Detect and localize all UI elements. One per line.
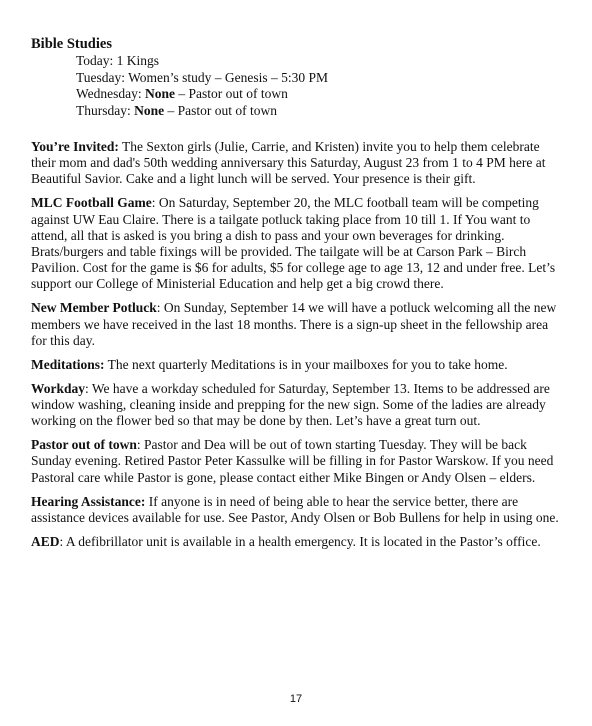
announcement-heading: Hearing Assistance:	[31, 493, 146, 509]
study-none-text: None	[134, 102, 165, 118]
announcement-heading: Workday	[31, 380, 86, 396]
announcement-invited	[31, 139, 561, 188]
page-number: 17	[289, 693, 303, 705]
announcement-workday	[31, 381, 561, 430]
announcement-heading: MLC Football Game	[31, 195, 152, 211]
announcement-body: : A defibrillator unit is available in a health emergency. It is located in the Pastor’s office.	[59, 533, 541, 549]
bible-studies-heading: Bible Studies	[31, 36, 112, 52]
study-day-text: Today: 1 Kings	[76, 53, 160, 68]
announcements-section	[31, 139, 561, 550]
announcement-heading: New Member Potluck	[31, 300, 157, 316]
announcement-heading: Pastor out of town	[31, 437, 137, 453]
announcement-body: : Pastor and Dea will be out of town starting Tuesday. They will be back Sunday evening. Retired Pastor Peter Kassulke will be filling in for Pastor Warskow. If you need Pastoral care while Pastor is gone, please contact either Mike Bingen or Andy Olsen – elders.	[31, 437, 554, 485]
study-note-text: – Pastor out of town	[175, 86, 288, 101]
bible-study-item	[76, 70, 561, 87]
study-day-text: Tuesday: Women’s study – Genesis – 5:30 PM	[76, 69, 329, 85]
study-none-text: None	[145, 86, 176, 101]
announcement-pastor-away	[31, 437, 561, 486]
announcement-aed	[31, 534, 561, 550]
bulletin-page	[31, 36, 561, 558]
announcement-hearing	[31, 494, 561, 526]
bible-study-item	[76, 103, 561, 120]
study-day-text: Thursday:	[76, 102, 135, 118]
study-day-text: Wednesday:	[76, 86, 146, 101]
announcement-body: : On Saturday, September 20, the MLC football team will be competing against UW Eau Claire. There is a tailgate potluck taking place from 10 till 1. If You want to attend, all that is asked is you bring a dish to pass and your own beverages for drinking. Brats/burgers and table fixings will be provided. The tailgate will be at Carson Park – Birch Pavilion. Cost for the game is $6 for adults, $5 for college age to age 13, 12 and under free. Let’s support our College of Ministerial Education and help get a big crowd there.	[31, 195, 556, 292]
announcement-body: : On Sunday, September 14 we will have a potluck welcoming all the new members we have received in the last 18 months. There is a sign-up sheet in the fellowship area for this day.	[31, 300, 557, 348]
announcement-body: The next quarterly Meditations is in your mailboxes for you to take home.	[104, 356, 508, 372]
study-note-text: – Pastor out of town	[164, 102, 277, 118]
announcement-heading: AED	[31, 533, 60, 549]
announcement-football	[31, 195, 561, 292]
announcement-body: If anyone is in need of being able to hear the service better, there are assistance devices available for use. See Pastor, Andy Olsen or Bob Bullens for help in using one.	[31, 493, 559, 525]
announcement-potluck	[31, 300, 561, 349]
announcement-body: The Sexton girls (Julie, Carrie, and Kristen) invite you to help them celebrate their mom and dad's 50th wedding anniversary this Saturday, August 23 from 1 to 4 PM here at Beautiful Savior. Cake and a light lunch will be served. Your presence is their gift.	[31, 139, 546, 187]
announcement-heading: You’re Invited:	[31, 139, 119, 154]
announcement-heading: Meditations:	[31, 356, 105, 372]
bible-study-item	[76, 53, 561, 70]
bible-study-item	[76, 86, 561, 103]
bible-studies-list	[31, 53, 561, 119]
announcement-body: : We have a workday scheduled for Saturday, September 13. Items to be addressed are window washing, cleaning inside and prepping for the new sign. Some of the ladies are already working on the flower bed so that may be done by then. Let’s have a great turn out.	[31, 380, 550, 429]
announcement-meditations	[31, 357, 561, 373]
